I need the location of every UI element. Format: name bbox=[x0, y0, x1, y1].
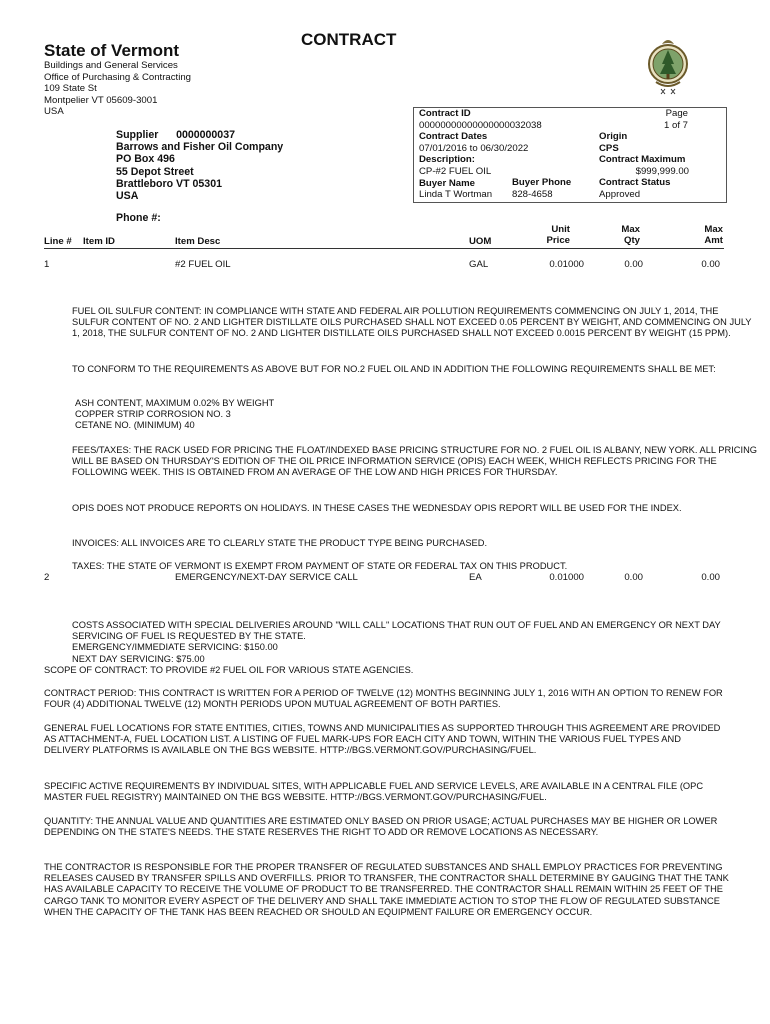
paragraph-special-deliveries bbox=[72, 620, 757, 665]
row1-max-qty: 0.00 bbox=[624, 259, 643, 270]
col-header-max-amt bbox=[683, 224, 723, 246]
special-deliveries-text: COSTS ASSOCIATED WITH SPECIAL DELIVERIES AROUND "WILL CALL" LOCATIONS THAT RUN OUT OF FUEL AND AN EMERGENCY OR NEXT DAY SERVICING OF FUEL IS REQUESTED BY THE STATE. bbox=[72, 620, 721, 642]
origin-label: Origin bbox=[599, 131, 628, 142]
contract-status-value: Approved bbox=[599, 188, 641, 200]
contract-status-label: Contract Status bbox=[599, 177, 671, 188]
paragraph-conform: TO CONFORM TO THE REQUIREMENTS AS ABOVE BUT FOR NO.2 FUEL OIL AND IN ADDITION THE FOLLOWING REQUIREMENTS SHALL BE MET: bbox=[72, 364, 716, 374]
buyer-name-value: Linda T Wortman bbox=[419, 189, 493, 201]
col-header-unit-price-line: Price bbox=[546, 235, 570, 246]
row2-item-desc: EMERGENCY/NEXT-DAY SERVICE CALL bbox=[175, 572, 358, 583]
org-address-line: USA bbox=[44, 106, 64, 118]
col-header-unit-price bbox=[520, 224, 570, 246]
table-header-rule bbox=[44, 248, 724, 249]
contract-max-value: $999,999.00 bbox=[635, 165, 689, 177]
paragraph-opis: OPIS DOES NOT PRODUCE REPORTS ON HOLIDAYS. IN THESE CASES THE WEDNESDAY OPIS REPORT WILL BE USED FOR THE INDEX. bbox=[72, 503, 682, 513]
emergency-servicing-fee: EMERGENCY/IMMEDIATE SERVICING: $150.00 bbox=[72, 642, 278, 653]
contract-dates-label: Contract Dates bbox=[419, 131, 488, 143]
page-value: 1 of 7 bbox=[663, 119, 688, 131]
col-header-uom: UOM bbox=[469, 236, 492, 247]
origin-block bbox=[599, 131, 627, 154]
org-address-line: 109 State St bbox=[44, 83, 97, 95]
col-header-max-amt-line: Amt bbox=[704, 235, 723, 246]
contract-dates-value: 07/01/2016 to 06/30/2022 bbox=[419, 142, 529, 154]
paragraph-scope: SCOPE OF CONTRACT: TO PROVIDE #2 FUEL OIL FOR VARIOUS STATE AGENCIES. bbox=[44, 665, 414, 675]
row2-line-number: 2 bbox=[44, 572, 50, 583]
row2-unit-price: 0.01000 bbox=[549, 572, 584, 583]
contract-max-label: Contract Maximum bbox=[599, 154, 686, 165]
next-day-servicing-fee: NEXT DAY SERVICING: $75.00 bbox=[72, 653, 205, 664]
row1-item-desc: #2 FUEL OIL bbox=[175, 259, 231, 270]
supplier-address-line: Brattleboro VT 05301 bbox=[116, 177, 222, 190]
col-header-item-id: Item ID bbox=[83, 236, 115, 247]
col-header-max-qty bbox=[600, 224, 640, 246]
paragraph-transfer-responsibility: THE CONTRACTOR IS RESPONSIBLE FOR THE PROPER TRANSFER OF REGULATED SUBSTANCES AND SHALL EMPLOY PRACTICES FOR PREVENTING RELEASES CAUSED BY TRANSFER SPILLS AND OVERFILLS. PRIOR TO TRANSFER, THE CONTRACTOR SHALL DETERMINE BY GAUGING THAT THE TANK HAS AVAILABLE CAPACITY TO RECEIVE THE VOLUME OF PRODUCT TO BE TRANSFERRED. THE CONTRACTOR SHALL REMAIN WITHIN 25 FEET OF THE CARGO TANK TO MONITOR EVERY ASPECT OF THE DELIVERY AND SHALL TAKE IMMEDIATE ACTION TO STOP THE FLOW OF REGULATED SUBSTANCE WHEN THE CAPACITY OF THE TANK HAS BEEN REACHED OR SHOULD AN EQUIPMENT FAILURE OR EMERGENCY OCCUR. bbox=[44, 862, 729, 917]
page-label: Page bbox=[665, 108, 688, 119]
supplier-number: 0000000037 bbox=[176, 129, 235, 141]
col-header-max-qty-line: Qty bbox=[624, 235, 640, 246]
supplier-phone-label: Phone #: bbox=[116, 212, 161, 224]
supplier-address-line: 55 Depot Street bbox=[116, 165, 194, 178]
row1-max-amt: 0.00 bbox=[701, 259, 720, 270]
supplier-block bbox=[116, 129, 283, 202]
row1-uom: GAL bbox=[469, 259, 489, 270]
supplier-address-line: USA bbox=[116, 190, 139, 203]
col-header-unit-price-line: Unit bbox=[551, 224, 570, 235]
supplier-id-line bbox=[116, 129, 283, 141]
buyer-name-label: Buyer Name bbox=[419, 177, 475, 189]
col-header-max-amt-line: Max bbox=[704, 224, 723, 235]
origin-value: CPS bbox=[599, 142, 619, 154]
supplier-label: Supplier bbox=[116, 129, 159, 141]
buyer-phone-label: Buyer Phone bbox=[512, 177, 572, 188]
contract-status-block bbox=[599, 177, 670, 200]
description-value: CP-#2 FUEL OIL bbox=[419, 165, 492, 177]
row2-max-amt: 0.00 bbox=[701, 572, 720, 583]
paragraph-quantity: QUANTITY: THE ANNUAL VALUE AND QUANTITIES ARE ESTIMATED ONLY BASED ON PRIOR USAGE; ACTUAL PURCHASES MAY BE HIGHER OR LOWER DEPENDING ON THE STATE'S NEEDS. THE STATE RESERVES THE RIGHT TO ADD OR REMOVE LOCATIONS AS NECESSARY. bbox=[44, 816, 718, 838]
spec-list bbox=[75, 398, 760, 432]
contract-id-value: 00000000000000000032038 bbox=[419, 119, 542, 131]
contract-max-block bbox=[599, 154, 689, 177]
paragraph-sulfur: FUEL OIL SULFUR CONTENT: IN COMPLIANCE WITH STATE AND FEDERAL AIR POLLUTION REQUIREMENTS COMMENCING ON JULY 1, 2014, THE SULFUR CONTENT OF NO. 2 AND LIGHTER DISTILLATE OILS PURCHASED SHALL NOT EXCEED 0.05 PERCENT BY WEIGHT, AND COMMENCING ON JULY 1, 2018, THE SULFUR CONTENT OF NO. 2 AND LIGHTER DISTILLATE OILS PURCHASED SHALL NOT EXCEED 0.0015 PERCENT BY WEIGHT (15 PPM). bbox=[72, 306, 752, 339]
col-header-item-desc: Item Desc bbox=[175, 236, 221, 247]
paragraph-invoices: INVOICES: ALL INVOICES ARE TO CLEARLY STATE THE PRODUCT TYPE BEING PURCHASED. bbox=[72, 538, 488, 548]
row2-max-qty: 0.00 bbox=[624, 572, 643, 583]
org-address-line: Montpelier VT 05609-3001 bbox=[44, 94, 158, 106]
org-name: State of Vermont bbox=[44, 41, 180, 60]
vermont-state-seal-icon bbox=[636, 34, 700, 98]
document-title: CONTRACT bbox=[301, 30, 397, 49]
contract-id-label: Contract ID bbox=[419, 108, 471, 119]
paragraph-fees: FEES/TAXES: THE RACK USED FOR PRICING THE FLOAT/INDEXED BASE PRICING STRUCTURE FOR NO. 2 FUEL OIL IS ALBANY, NEW YORK. ALL PRICING WILL BE BASED ON THURSDAY'S EDITION OF THE OIL PRICE INFORMATION SERVICE (OPIS) EACH WEEK, WHICH REFLECTS PRICING FOR THE FOLLOWING WEEK. THIS IS OBTAINED FROM AN AVERAGE OF THE LOW AND HIGH PRICES FOR THURSDAY. bbox=[72, 445, 758, 478]
paragraph-site-requirements: SPECIFIC ACTIVE REQUIREMENTS BY INDIVIDUAL SITES, WITH APPLICABLE FUEL AND SERVICE LEVELS, ARE AVAILABLE IN A CENTRAL FILE (OPC MASTER FUEL REGISTRY) MAINTAINED ON THE BGS WEBSITE. HTTP://BGS.VERMONT.GOV/PURCHASING/FUEL. bbox=[44, 781, 704, 803]
supplier-address-line: PO Box 496 bbox=[116, 153, 175, 166]
col-header-line: Line # bbox=[44, 236, 72, 247]
row2-uom: EA bbox=[469, 572, 482, 583]
org-address-line: Buildings and General Services bbox=[44, 60, 178, 71]
spec-ash: ASH CONTENT, MAXIMUM 0.02% BY WEIGHT bbox=[75, 398, 275, 408]
paragraph-fuel-locations: GENERAL FUEL LOCATIONS FOR STATE ENTITIES, CITIES, TOWNS AND MUNICIPALITIES AS SUPPORTED THROUGH THIS AGREEMENT ARE PROVIDED AS ATTACHMENT-A, FUEL LOCATION LIST. A LISTING OF FUEL MARK-UPS FOR EACH CITY AND TOWN, WITHIN THE VARIOUS FUEL TYPES AND DELIVERY PLATFORMS IS AVAILABLE ON THE BGS WEBSITE. HTTP://BGS.VERMONT.GOV/PURCHASING/FUEL. bbox=[44, 723, 721, 756]
description-label: Description: bbox=[419, 154, 475, 166]
org-address bbox=[44, 60, 191, 118]
buyer-phone-block bbox=[512, 177, 571, 200]
org-address-line: Office of Purchasing & Contracting bbox=[44, 71, 192, 83]
spec-copper: COPPER STRIP CORROSION NO. 3 bbox=[75, 409, 231, 420]
paragraph-contract-period: CONTRACT PERIOD: THIS CONTRACT IS WRITTEN FOR A PERIOD OF TWELVE (12) MONTHS BEGINNING JULY 1, 2016 WITH AN OPTION TO RENEW FOR FOUR (4) ADDITIONAL TWELVE (12) MONTH PERIODS UPON MUTUAL AGREEMENT OF BOTH PARTIES. bbox=[44, 688, 723, 710]
row1-line-number: 1 bbox=[44, 259, 50, 270]
col-header-max-qty-line: Max bbox=[621, 224, 640, 235]
paragraph-taxes: TAXES: THE STATE OF VERMONT IS EXEMPT FROM PAYMENT OF STATE OR FEDERAL TAX ON THIS PRODUCT. bbox=[72, 561, 568, 571]
supplier-name: Barrows and Fisher Oil Company bbox=[116, 141, 284, 154]
spec-cetane: CETANE NO. (MINIMUM) 40 bbox=[75, 420, 195, 431]
page-block bbox=[620, 108, 688, 131]
buyer-phone-value: 828-4658 bbox=[512, 188, 553, 200]
row1-unit-price: 0.01000 bbox=[549, 259, 584, 270]
